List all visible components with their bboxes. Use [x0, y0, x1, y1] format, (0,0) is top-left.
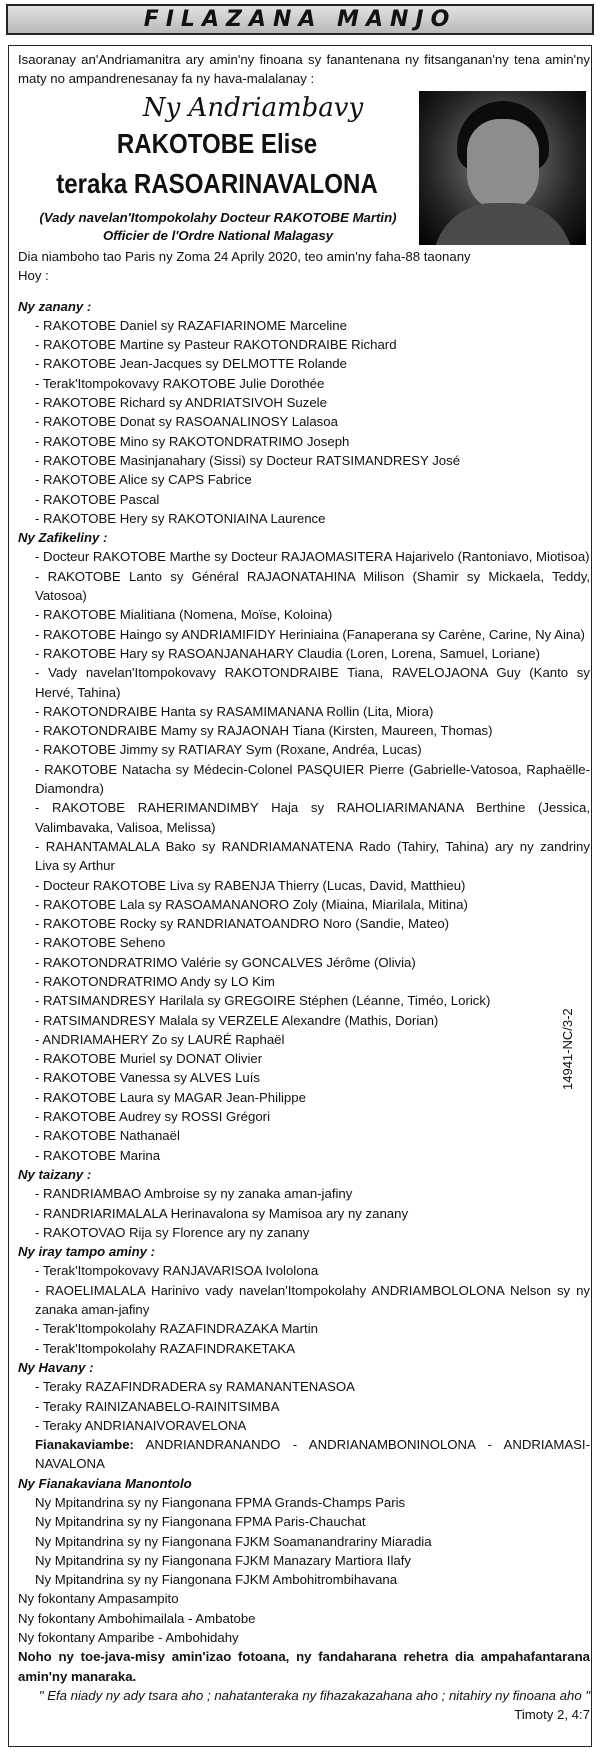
relation-text: (Vady navelan'Itompokolahy Docteur RAKOTOBE Martin)	[39, 209, 397, 225]
list-item: - RAKOTOBE Vanessa sy ALVES Luís	[35, 1070, 261, 1086]
list-item: - RAKOTOBE Laura sy MAGAR Jean-Philippe	[35, 1089, 306, 1105]
deceased-name: RAKOTOBE Elise	[116, 127, 318, 159]
list-item: - RAKOTOBE Donat sy RASOANALINOSY Lalasoa	[35, 414, 338, 430]
fianakaviana-heading: Ny Fianakaviana Manontolo	[18, 1475, 192, 1491]
list-item: - ANDRIAMAHERY Zo sy LAURÉ Raphaël	[35, 1031, 285, 1047]
fokontany-item: Ny fokontany Ampasampito	[18, 1591, 179, 1607]
list-item: - RAKOTOBE Nathanaël	[35, 1128, 180, 1144]
portrait-face	[467, 119, 539, 211]
list-item: - RAKOTONDRATRIMO Andy sy LO Kim	[35, 973, 275, 989]
fianakaviambe-text: ANDRIANDRANANDO - ANDRIANAMBONINOLONA - ANDRIAMASI-NAVALONA	[35, 1437, 590, 1472]
list-item: - RAKOTOBE Alice sy CAPS Fabrice	[35, 472, 252, 488]
list-item: - Vady navelan'Itompokovavy RAKOTONDRAIBE Tiana, RAVELOJAONA Guy (Kanto sy Hervé, Tahina)	[35, 665, 590, 700]
list-item: - RANDRIARIMALALA Herinavalona sy Mamisoa ary ny zanany	[35, 1205, 409, 1221]
church-list	[18, 1493, 590, 1589]
list-item: - Terak'Itompokolahy RAZAFINDRAKETAKA	[35, 1340, 295, 1356]
list-item: - RAKOTOBE Pascal	[35, 491, 160, 507]
list-item: - RAKOTOBE Jean-Jacques sy DELMOTTE Rolande	[35, 356, 347, 372]
list-item: - RAHANTAMALALA Bako sy RANDRIAMANATENA Rado (Tahiry, Tahina) ary ny zandriny Liva sy Arthur	[35, 838, 590, 874]
banner-title: FILAZANA MANJO	[143, 7, 457, 32]
church-item: Ny Mpitandrina sy ny Fiangonana FPMA Paris-Chauchat	[35, 1514, 366, 1530]
header-banner	[6, 4, 594, 35]
church-item: Ny Mpitandrina sy ny Fiangonana FJKM Manazary Martiora Ilafy	[35, 1552, 411, 1568]
honorific-title: Ny Andriambavy	[142, 92, 364, 123]
fokontany-item: Ny fokontany Ambohimailala - Ambatobe	[18, 1610, 256, 1626]
list-item: - Teraky RAINIZANABELO-RAINITSIMBA	[35, 1398, 280, 1414]
list-item: - RAKOTOBE Martine sy Pasteur RAKOTONDRAIBE Richard	[35, 337, 397, 353]
list-item: - RATSIMANDRESY Malala sy VERZELE Alexandre (Mathis, Dorian)	[35, 1012, 439, 1028]
deceased-header	[18, 89, 590, 297]
portrait-photo	[419, 91, 586, 245]
list-item: - RAKOTOBE RAHERIMANDIMBY Haja sy RAHOLIARIMANANA Berthine (Jessica, Valimbavaka, Valisoa, Melissa)	[35, 800, 590, 835]
fianakaviambe-line	[18, 1435, 590, 1474]
list-item: - RAKOTOBE Lala sy RASOAMANANORO Zoly (Miaina, Miarilala, Mitina)	[35, 896, 468, 912]
family-sections	[18, 297, 590, 1436]
intro-text: Isaoranay an'Andriamanitra ary amin'ny finoana sy fanantenana ny fitsanganan'ny tena amin'ny maty no ampandrenesanay fa ny hava-malalanay :	[18, 52, 590, 87]
list-item: - RAKOTOBE Masinjanahary (Sissi) sy Docteur RATSIMANDRESY José	[35, 452, 461, 468]
list-item: - RAKOTOBE Muriel sy DONAT Olivier	[35, 1051, 263, 1067]
list-item: - Docteur RAKOTOBE Liva sy RABENJA Thierry (Lucas, David, Matthieu)	[35, 877, 466, 893]
list-item: - RAKOTONDRATRIMO Valérie sy GONCALVES Jérôme (Olivia)	[35, 954, 416, 970]
church-item: Ny Mpitandrina sy ny Fiangonana FPMA Grands-Champs Paris	[35, 1495, 406, 1510]
list-item: - RAKOTOBE Lanto sy Général RAJAONATAHINA Milison (Shamir sy Mickaela, Teddy, Vatosoa)	[35, 568, 590, 604]
list-item: - RAKOTONDRAIBE Mamy sy RAJAONAH Tiana (Kirsten, Maureen, Thomas)	[35, 723, 493, 739]
list-item: - RAKOTOBE Natacha sy Médecin-Colonel PASQUIER Pierre (Gabrielle-Vatosoa, Raphaëlle-Diamondra)	[35, 761, 590, 797]
list-item: - RAKOTOBE Jimmy sy RATIARAY Sym (Roxane, Andréa, Lucas)	[35, 742, 422, 758]
list-item: - RAKOTOBE Rocky sy RANDRIANATOANDRO Noro (Sandie, Mateo)	[35, 916, 450, 932]
list-item: - RAKOTONDRAIBE Hanta sy RASAMIMANANA Rollin (Lita, Miora)	[35, 703, 434, 719]
church-item: Ny Mpitandrina sy ny Fiangonana FJKM Ambohitrombihavana	[35, 1572, 398, 1588]
list-item: - RAKOTOBE Richard sy ANDRIATSIVOH Suzele	[35, 395, 327, 411]
section-heading: Ny Zafikeliny :	[18, 530, 108, 546]
officer-title: Officier de l'Ordre National Malagasy	[102, 227, 334, 243]
list-item: - Terak'Itompokovavy RANJAVARISOA Ivololona	[35, 1263, 319, 1279]
fianakaviambe-label: Fianakaviambe:	[35, 1437, 134, 1453]
list-item: - RATSIMANDRESY Harilala sy GREGOIRE Stéphen (Léanne, Timéo, Lorick)	[35, 993, 491, 1009]
bible-quote: " Efa niady ny ady tsara aho ; nahatanteraka ny fihazakazahana aho ; nitahiry ny finoana aho "	[38, 1687, 590, 1703]
deceased-birth-name: teraka RASOARINAVALONA	[56, 167, 378, 199]
list-item: - RAKOTOBE Hary sy RASOANJANAHARY Claudia (Loren, Lorena, Samuel, Loriane)	[35, 645, 540, 661]
section-heading: Ny iray tampo aminy :	[18, 1244, 156, 1260]
list-item: - Teraky ANDRIANAIVORAVELONA	[35, 1417, 247, 1433]
section-heading: Ny taizany :	[18, 1166, 92, 1182]
bible-reference: Timoty 2, 4:7	[514, 1707, 590, 1723]
list-item: - RAKOTOBE Mialitiana (Nomena, Moïse, Koloina)	[35, 607, 333, 623]
list-item: - RAKOTOBE Daniel sy RAZAFIARINOME Marceline	[35, 317, 347, 333]
reference-code: 14941-NC/3-2	[560, 1008, 575, 1090]
list-item: - RAOELIMALALA Harinivo vady navelan'Itompokolahy ANDRIAMBOLOLONA Nelson sy ny zanaka aman-jafiny	[35, 1282, 590, 1318]
list-item: - RAKOTOBE Hery sy RAKOTONIAINA Laurence	[35, 510, 326, 526]
list-item: - RAKOTOBE Audrey sy ROSSI Grégori	[35, 1109, 271, 1125]
list-item: - RAKOTOBE Seheno	[35, 935, 166, 951]
section-heading: Ny Havany :	[18, 1359, 94, 1375]
list-item: - Terak'Itompokovavy RAKOTOBE Julie Dorothée	[35, 375, 325, 391]
list-item: - RAKOTOBE Haingo sy ANDRIAMIFIDY Heriniaina (Fanaperana sy Carène, Carine, Ny Aina)	[35, 626, 585, 642]
list-item: - Docteur RAKOTOBE Marthe sy Docteur RAJAOMASITERA Hajarivelo (Rantoniavo, Miotisoa)	[35, 549, 590, 565]
list-item: - RANDRIAMBAO Ambroise sy ny zanaka aman-jafiny	[35, 1186, 353, 1202]
list-item: - Terak'Itompokolahy RAZAFINDRAZAKA Martin	[35, 1321, 318, 1337]
portrait-shoulders	[433, 203, 573, 245]
fokontany-item: Ny fokontany Amparibe - Ambohidahy	[18, 1630, 239, 1646]
list-item: - Teraky RAZAFINDRADERA sy RAMANANTENASOA	[35, 1379, 355, 1395]
list-item: - RAKOTOVAO Rija sy Florence ary ny zanany	[35, 1224, 310, 1240]
death-announcement: Dia niamboho tao Paris ny Zoma 24 Aprily 2020, teo amin'ny faha-88 taonany	[18, 248, 471, 264]
hoy-label: Hoy :	[18, 267, 49, 283]
list-item: - RAKOTOBE Mino sy RAKOTONDRATRIMO Joseph	[35, 433, 350, 449]
section-heading: Ny zanany :	[18, 298, 92, 314]
church-item: Ny Mpitandrina sy ny Fiangonana FJKM Soamanandrariny Miaradia	[35, 1533, 432, 1549]
list-item: - RAKOTOBE Marina	[35, 1147, 161, 1163]
fokontany-list	[18, 1589, 590, 1647]
schedule-notice: Noho ny toe-java-misy amin'izao fotoana, ny fandaharana rehetra dia ampahafantarana amin'ny manaraka.	[18, 1649, 590, 1684]
notice-content	[18, 50, 590, 1725]
